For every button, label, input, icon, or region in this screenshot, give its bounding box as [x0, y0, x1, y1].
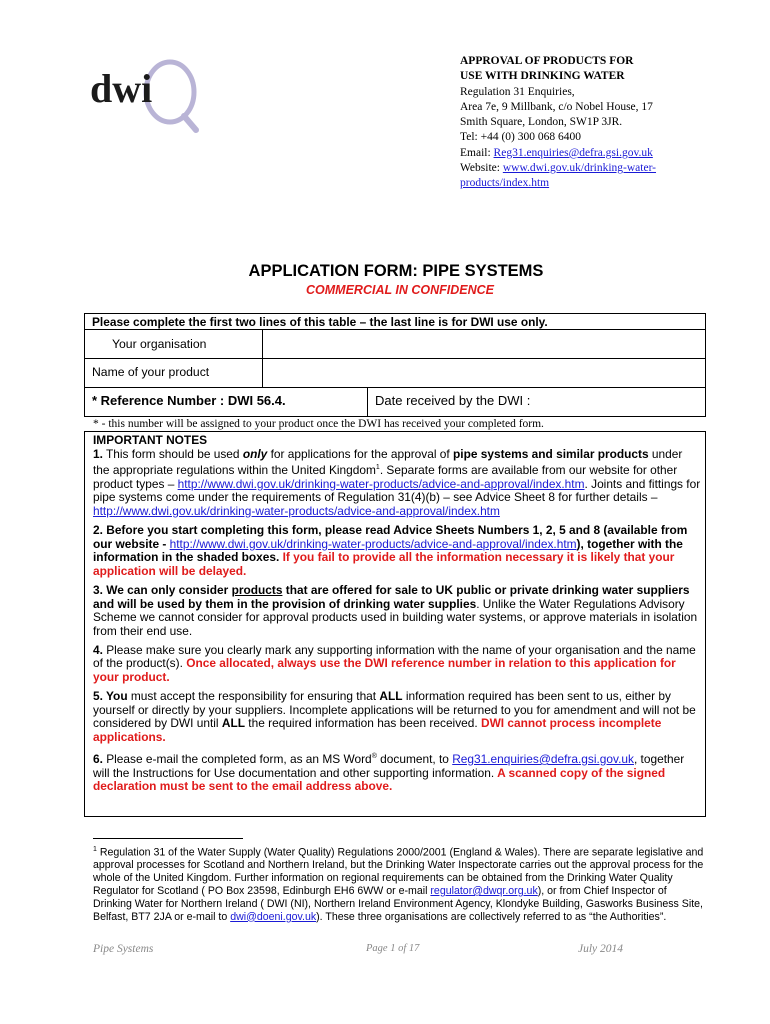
reference-number-label: * Reference Number : DWI 56.4.	[92, 393, 286, 408]
email-link[interactable]: Reg31.enquiries@defra.gsi.gov.uk	[493, 146, 653, 159]
footer-date: July 2014	[578, 943, 624, 955]
note-3: 3. We can only consider products that are offered for sale to UK public or private drinking water suppliers and will be used by them in the provision of drinking water supplies. Unlike the Water Regulations Advisory Scheme we cannot consider for approval products used in building water systems, or approve materials in isolation from their end use.	[93, 582, 698, 638]
table-header: Please complete the first two lines of this table – the last line is for DWI use only.	[85, 314, 705, 330]
address-line-3: Smith Square, London, SW1P 3JR.	[460, 116, 623, 129]
address-heading-1: APPROVAL OF PRODUCTS FOR	[460, 55, 634, 67]
table-divider	[367, 387, 368, 416]
notes-heading: IMPORTANT NOTES	[93, 433, 208, 447]
address-email-row	[460, 146, 710, 161]
table-row-product	[85, 358, 705, 388]
footnote-link-dwqr[interactable]: regulator@dwqr.org.uk	[430, 884, 538, 897]
application-table	[84, 313, 706, 417]
address-line-1: Regulation 31 Enquiries,	[460, 85, 575, 98]
address-heading-2: USE WITH DRINKING WATER	[460, 70, 625, 83]
note-5: 5. You must accept the responsibility for ensuring that ALL information required has been sent to us, either by yourself or directly by your suppliers. Incomplete applications will be returned to you for amendment and will not be considered by DWI until ALL the required information has been received. DWI cannot process incomplete applications.	[93, 689, 696, 744]
reference-note: * - this number will be assigned to your product once the DWI has received your completed form.	[93, 418, 544, 430]
table-row-organisation	[85, 330, 705, 359]
note-2: 2. Before you start completing this form, please read Advice Sheets Numbers 1, 2, 5 and 8 (available from our website - http://www.dwi.gov.uk/drinking-water-products/advice-and-approval/index.htm), together with the information in the shaded boxes. If you fail to provide all the information necessary it is likely that your application will be delayed.	[93, 523, 688, 578]
date-received-label: Date received by the DWI :	[375, 393, 531, 408]
note-4: 4. Please make sure you clearly mark any supporting information with the name of your organisation and the name of the product(s). Once allocated, always use the DWI reference number in relation to this application for your product.	[93, 642, 696, 684]
note-1: 1. This form should be used only for applications for the approval of pipe systems and similar products under the appropriate regulations within the United Kingdom$^1$. Separate forms are available from our website for other product types – http://www.dwi.gov.uk/drinking-water-products/advice-and-approval/index.htm. Joints and fittings for pipe systems come under the requirements of Regulation 31(4)(b) – see Advice Sheet 8 for further details – http://www.dwi.gov.uk/drinking-water-products/advice-and-approval/index.htm	[93, 446, 701, 518]
organisation-field[interactable]	[270, 330, 690, 358]
footer-doc-name: Pipe Systems	[93, 943, 154, 955]
address-block	[460, 54, 710, 192]
product-label: Name of your product	[92, 365, 210, 379]
dwi-logo-graphic	[88, 52, 200, 134]
important-notes-box	[84, 431, 706, 817]
website-link-1[interactable]: www.dwi.gov.uk/drinking-water-	[502, 162, 657, 175]
table-divider	[262, 358, 263, 387]
footnote: $^1$ Regulation 31 of the Water Supply (Water Quality) Regulations 2000/2001 (England & Wales). There are separate legislative and approval processes for Scotland and Northern Ireland, but the Drinking Water Inspectorate carries out the approval process for the whole of the United Kingdom. Further information on regional requirements can be obtained from the Drinking Water Quality Regulator for Scotland ( PO Box 23598, Edinburgh EH6 6WW or e-mail regulator@dwqr.org.uk), or from Chief Inspector of Drinking Water for Northern Ireland ( DWI (NI), Northern Ireland Environment Agency, Klondyke Building, Gasworks Business Site, Belfast, BT7 2JA or e-mail to dwi@doeni.gov.uk). These three organisations are collectively referred to as “the Authorities”.	[93, 846, 704, 923]
note-6-email-link[interactable]: Reg31.enquiries@defra.gsi.gov.uk	[452, 751, 634, 766]
footer-page-number: Page 1 of 17	[366, 943, 420, 954]
form-title: APPLICATION FORM: PIPE SYSTEMS	[248, 262, 544, 280]
organisation-label: Your organisation	[112, 337, 207, 351]
website-link-2[interactable]: products/index.htm	[460, 177, 550, 190]
email-label: Email:	[460, 146, 494, 159]
table-row-reference	[85, 387, 705, 416]
website-label: Website:	[460, 162, 503, 175]
address-line-2: Area 7e, 9 Millbank, c/o Nobel House, 17	[460, 100, 653, 113]
note-2-link[interactable]: http://www.dwi.gov.uk/drinking-water-products/advice-and-approval/index.htm	[169, 536, 577, 551]
logo-text: dwi	[90, 66, 153, 111]
note-1-link-2[interactable]: http://www.dwi.gov.uk/drinking-water-products/advice-and-approval/index.htm	[93, 503, 500, 518]
form-subtitle: COMMERCIAL IN CONFIDENCE	[306, 283, 494, 297]
footnote-separator	[93, 838, 243, 839]
address-tel: Tel: +44 (0) 300 068 6400	[460, 131, 581, 144]
note-1-link-1[interactable]: http://www.dwi.gov.uk/drinking-water-products/advice-and-approval/index.htm	[177, 476, 585, 491]
footnote-link-doeni[interactable]: dwi@doeni.gov.uk	[230, 910, 317, 923]
address-website-row-2	[460, 176, 710, 191]
dwi-logo	[88, 52, 200, 134]
address-website-row	[460, 161, 710, 176]
table-divider	[262, 330, 263, 358]
note-6: 6. Please e-mail the completed form, as an MS Word® document, to Reg31.enquiries@defra.gsi.gov.uk, together will the Instructions for Use documentation and other supporting information. A scanned copy of the signed declaration must be sent to the email address above.	[93, 751, 685, 794]
product-field[interactable]	[270, 358, 690, 386]
